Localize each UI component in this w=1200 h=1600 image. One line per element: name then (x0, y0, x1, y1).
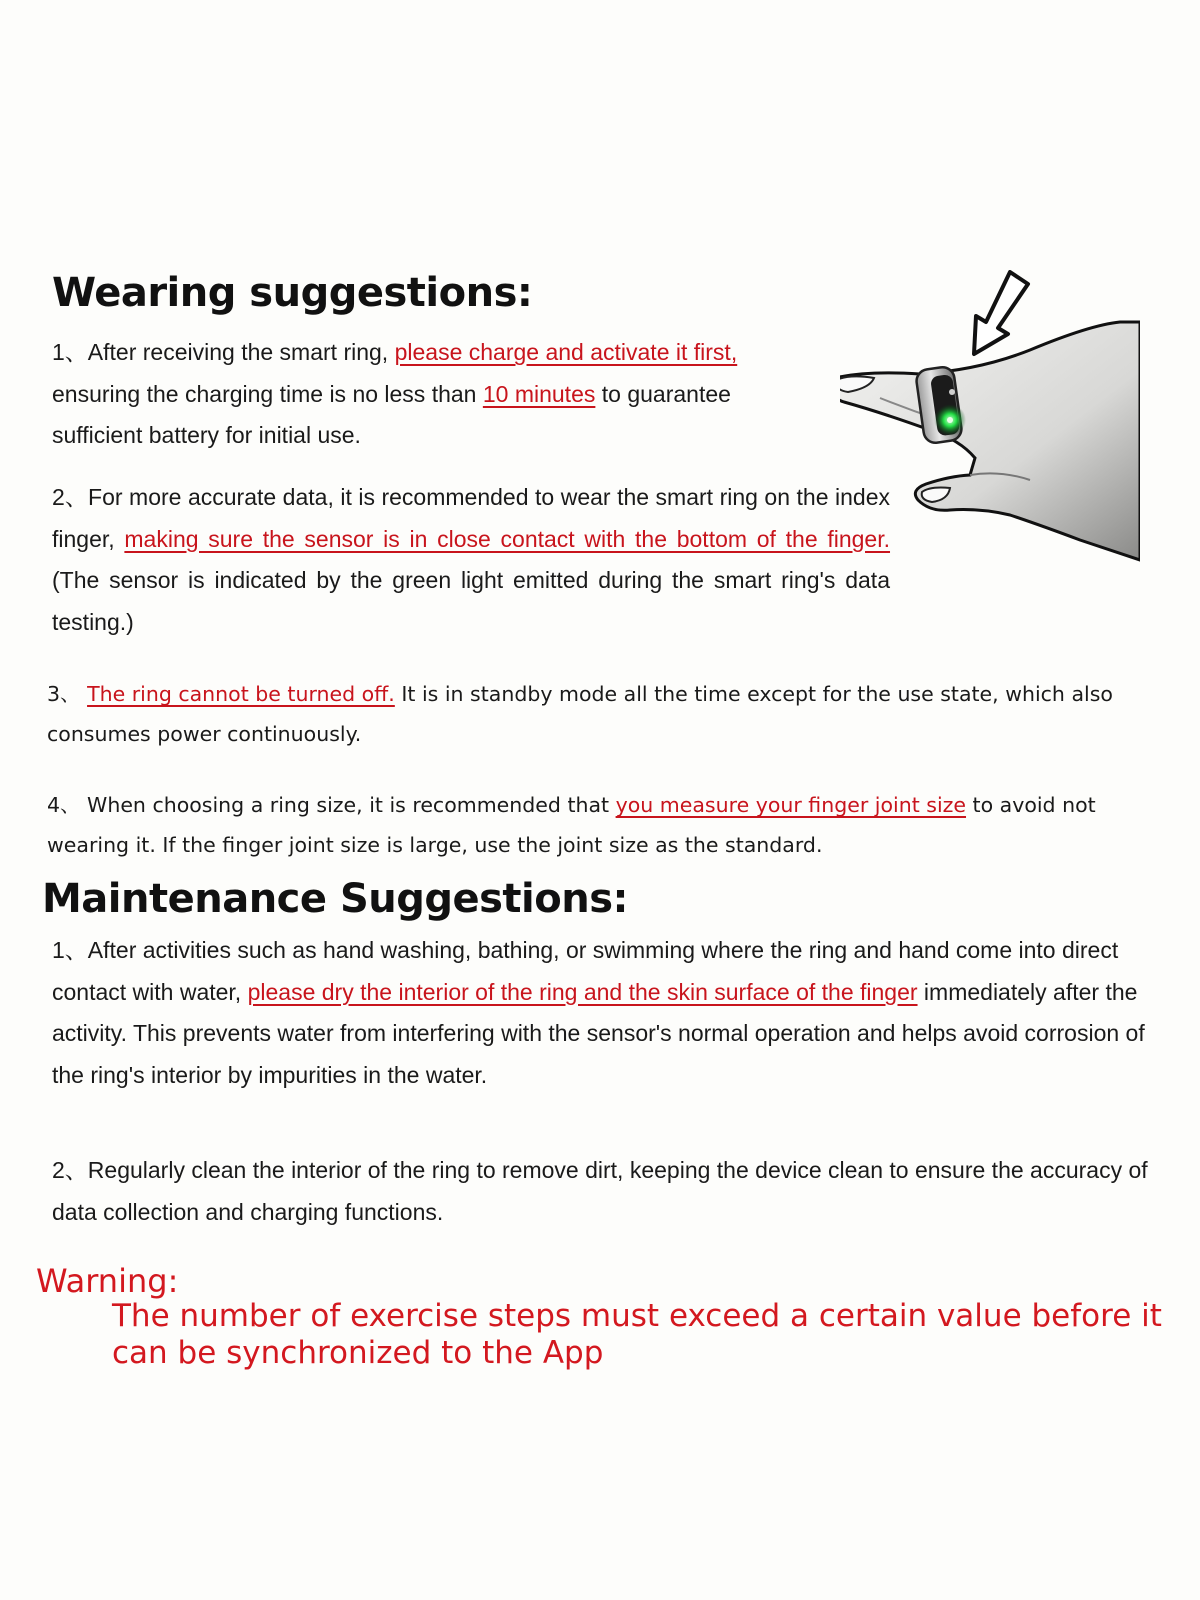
wearing-item-4: 4、 When choosing a ring size, it is recommended that you measure your finger joint size to avoid not wearing it. If the finger joint size is large, use the joint size as the standard. (47, 793, 1096, 857)
highlight-measure-joint: you measure your finger joint size (615, 793, 967, 817)
highlight-sensor-contact: making sure the sensor is in close contact with the bottom of the finger. (124, 525, 891, 552)
maintenance-item-1: 1、After activities such as hand washing, bathing, or swimming where the ring and hand come into direct contact with water, please dry the interior of the ring and the skin surface of the finger immediately after the activity. This prevents water from interfering with the sensor's normal operation and helps avoid corrosion of the ring's interior by impurities in the water. (52, 937, 1145, 1088)
wearing-item-3: 3、 The ring cannot be turned off. It is in standby mode all the time except for the use state, which also consumes power continuously. (47, 682, 1113, 746)
highlight-10-minutes: 10 minutes (482, 380, 596, 407)
highlight-dry-interior: please dry the interior of the ring and the skin surface of the finger (247, 978, 918, 1005)
highlight-charge-activate: please charge and activate it first, (394, 339, 738, 365)
hand-with-ring-icon (840, 270, 1140, 580)
wearing-suggestions-heading: Wearing suggestions: (52, 270, 533, 316)
wearing-item-2: 2、For more accurate data, it is recommended to wear the smart ring on the index finger, making sure the sensor is in close contact with the bottom of the finger. (The sensor is indicated by the green light emitted during the smart ring's data testing.) (52, 484, 891, 635)
maintenance-item-2: 2、Regularly clean the interior of the ring to remove dirt, keeping the device clean to ensure the accuracy of data collection and charging functions. (52, 1157, 1148, 1225)
warning-text: The number of exercise steps must exceed a certain value before it can be synchronized to the App (112, 1298, 1162, 1371)
arrow-down-left-icon (974, 272, 1028, 354)
maintenance-suggestions-heading: Maintenance Suggestions: (42, 876, 629, 922)
wearing-item-1: 1、After receiving the smart ring, please charge and activate it first, ensuring the charging time is no less than 10 minutes to guarantee sufficient battery for initial use. (52, 339, 738, 448)
warning-label: Warning: (36, 1262, 179, 1300)
highlight-cannot-turn-off: The ring cannot be turned off. (87, 682, 395, 706)
